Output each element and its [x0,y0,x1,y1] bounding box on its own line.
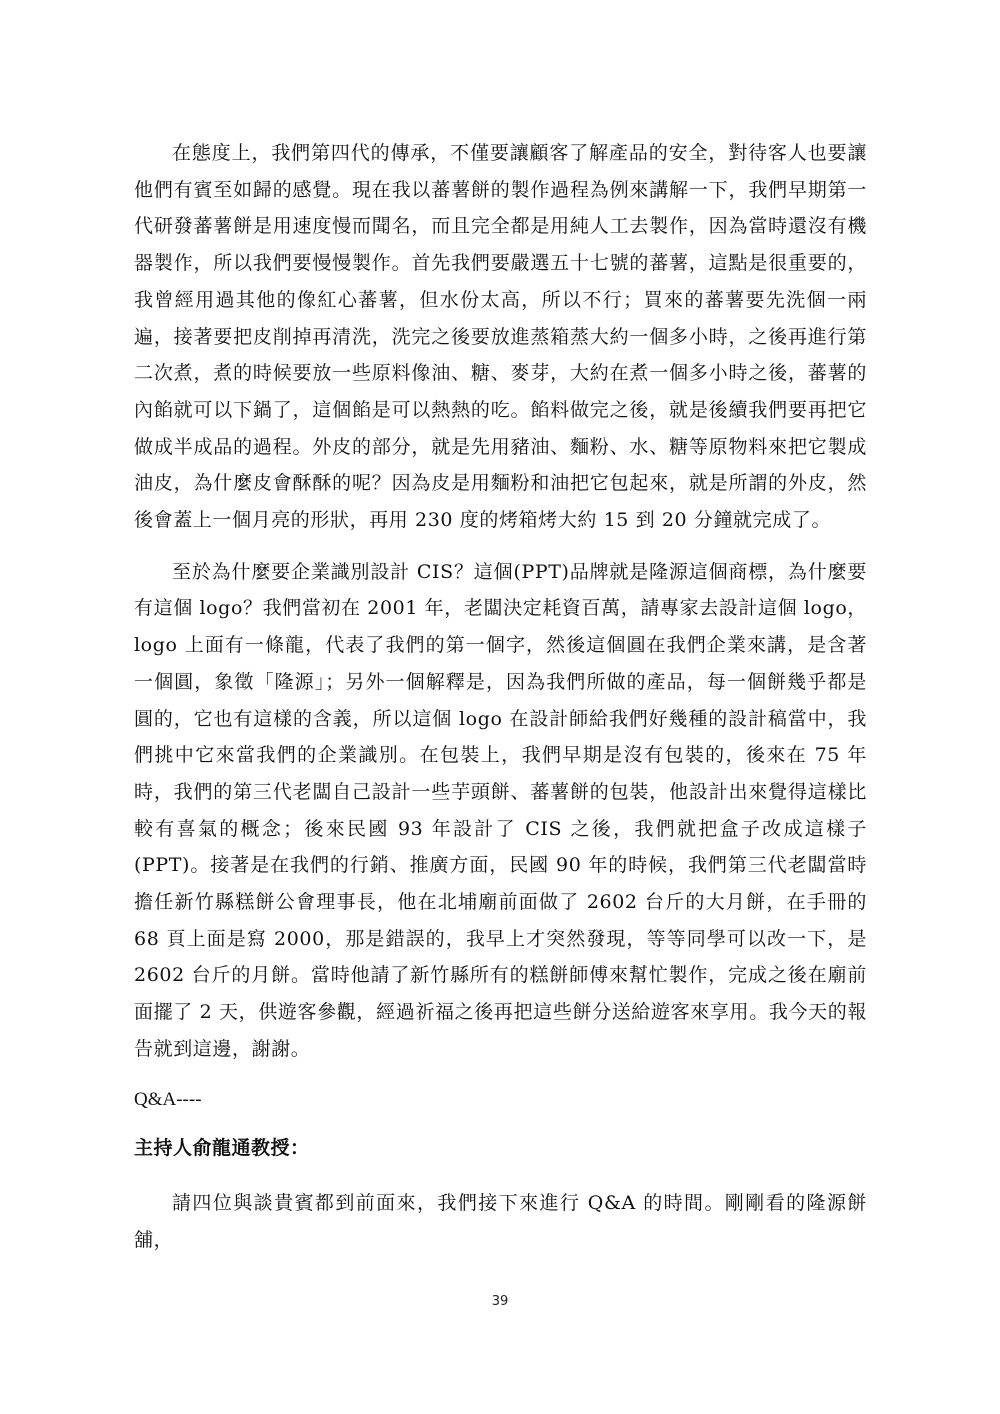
page-number: 39 [491,1294,509,1309]
host-speaker-heading: 主持人俞龍通教授： [134,1137,310,1160]
document-body [134,135,867,1258]
paragraph-cis-branding: 至於為什麼要企業識別設計 CIS？這個(PPT)品牌就是隆源這個商標，為什麼要有這個 logo？我們當初在 2001 年，老闆決定耗資百萬，請專家去設計這個 logo，logo 上面有一條龍，代表了我們的第一個字，然後這個圓在我們企業來講，是含著一個圓，象徵「隆源」；另外一個解釋是，因為我們所做的產品，每一個餅幾乎都是圓的，它也有這樣的含義，所以這個 logo 在設計師給我們好幾種的設計稿當中，我們挑中它來當我們的企業識別。在包裝上，我們早期是沒有包裝的，後來在 75 年時，我們的第三代老闆自己設計一些芋頭餅、蕃薯餅的包裝，他設計出來覺得這樣比較有喜氣的概念；後來民國 93 年設計了 CIS 之後，我們就把盒子改成這樣子(PPT)。接著是在我們的行銷、推廣方面，民國 90 年的時候，我們第三代老闆當時擔任新竹縣糕餅公會理事長，他在北埔廟前面做了 2602 台斤的大月餅，在手冊的 68 頁上面是寫 2000，那是錯誤的，我早上才突然發現，等等同學可以改一下，是 2602 台斤的月餅。當時他請了新竹縣所有的糕餅師傅來幫忙製作，完成之後在廟前面擺了 2 天，供遊客參觀，經過祈福之後再把這些餅分送給遊客來享用。我今天的報告就到這邊，謝謝。 [134,560,867,1060]
qa-section-heading: Q&A---- [134,1088,202,1110]
paragraph-sweet-potato-cake-process: 在態度上，我們第四代的傳承，不僅要讓顧客了解產品的安全，對待客人也要讓他們有賓至如歸的感覺。現在我以蕃薯餅的製作過程為例來講解一下，我們早期第一代研發蕃薯餅是用速度慢而聞名，而且完全都是用純人工去製作，因為當時還沒有機器製作，所以我們要慢慢製作。首先我們要嚴選五十七號的蕃薯，這點是很重要的，我曾經用過其他的像紅心蕃薯，但水份太高，所以不行；買來的蕃薯要先洗個一兩遍，接著要把皮削掉再清洗，洗完之後要放進蒸箱蒸大約一個多小時，之後再進行第二次煮，煮的時候要放一些原料像油、糖、麥芽，大約在煮一個多小時之後，蕃薯的內餡就可以下鍋了，這個餡是可以熱熱的吃。餡料做完之後，就是後續我們要再把它做成半成品的過程。外皮的部分，就是先用豬油、麵粉、水、糖等原物料來把它製成油皮，為什麼皮會酥酥的呢？因為皮是用麵粉和油把它包起來，就是所謂的外皮，然後會蓋上一個月亮的形狀，再用 230 度的烤箱烤大約 15 到 20 分鐘就完成了。 [134,142,867,532]
paragraph-host-speech: 請四位與談貴賓都到前面來，我們接下來進行 Q&A 的時間。剛剛看的隆源餅舖， [134,1191,867,1251]
